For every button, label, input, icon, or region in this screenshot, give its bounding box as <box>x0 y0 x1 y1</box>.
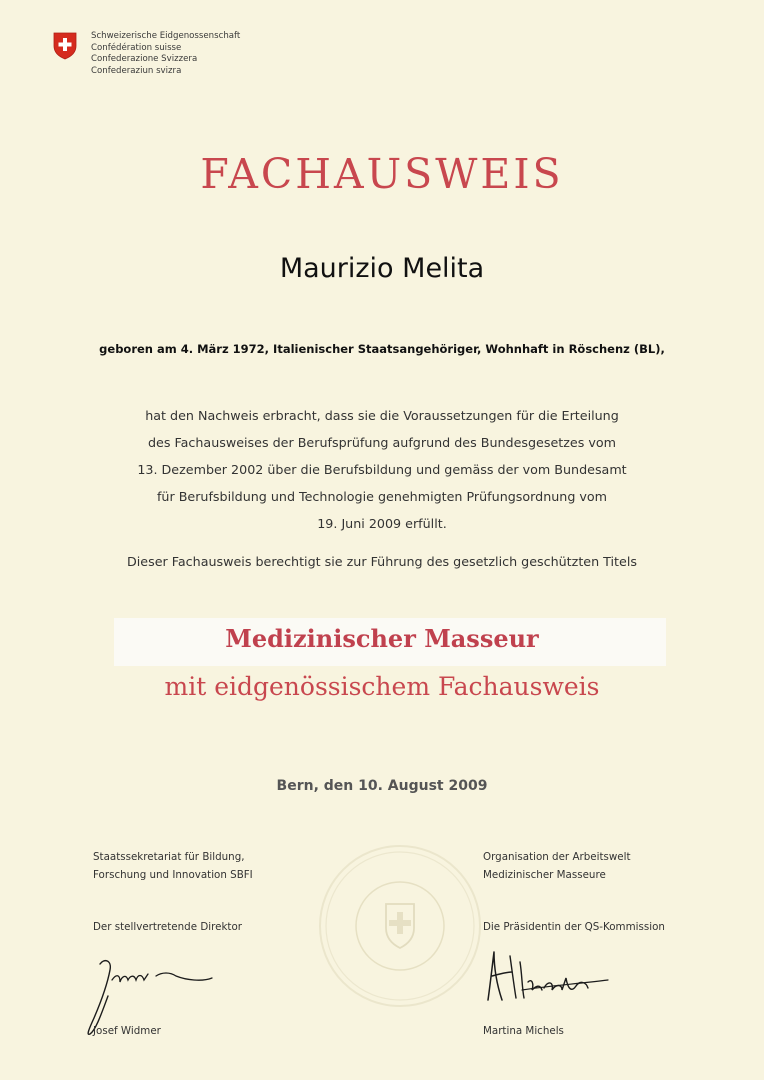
statement-paragraph <box>60 402 704 537</box>
statement-line: 13. Dezember 2002 über die Berufsbildung und gemäss der vom Bundesamt <box>137 462 627 477</box>
statement-line: hat den Nachweis erbracht, dass sie die Voraussetzungen für die Erteilung <box>145 408 619 423</box>
birth-details: geboren am 4. März 1972, Italienischer Staatsangehöriger, Wohnhaft in Röschenz (BL), <box>99 342 665 356</box>
left-signatory-organisation <box>93 849 253 884</box>
protected-title: Medizinischer Masseur <box>225 624 539 653</box>
right-handwritten-signature <box>476 942 616 1012</box>
confederation-names <box>91 31 240 77</box>
statement-line: für Berufsbildung und Technologie genehmigten Prüfungsordnung vom <box>156 489 608 504</box>
statement-line: 19. Juni 2009 erfüllt. <box>317 516 447 531</box>
confederation-name-de: Schweizerische Eidgenossenschaft <box>91 31 241 41</box>
right-signatory-role: Die Präsidentin der QS-Kommission <box>483 921 665 933</box>
confederation-name-rm: Confederaziun svizra <box>91 65 182 76</box>
embossed-seal-icon <box>316 842 484 1010</box>
confederation-name-fr: Confédération suisse <box>91 42 182 53</box>
left-signatory-role: Der stellvertretende Direktor <box>93 921 242 933</box>
holder-name: Maurizio Melita <box>279 253 485 284</box>
left-org-line: Staatssekretariat für Bildung, <box>93 851 245 863</box>
protected-title-subtitle: mit eidgenössischem Fachausweis <box>164 672 600 701</box>
swiss-cross-shield-icon <box>53 32 77 60</box>
right-signatory-name: Martina Michels <box>483 1025 564 1037</box>
confederation-name-it: Confederazione Svizzera <box>91 54 198 65</box>
document-title: FACHAUSWEIS <box>200 150 564 198</box>
left-signatory-name: Josef Widmer <box>93 1025 161 1037</box>
place-and-date: Bern, den 10. August 2009 <box>276 778 488 794</box>
left-org-line: Forschung und Innovation SBFI <box>93 868 253 881</box>
right-signatory-organisation <box>483 849 631 884</box>
right-org-line: Organisation der Arbeitswelt <box>483 851 631 863</box>
entitlement-sentence: Dieser Fachausweis berechtigt sie zur Führung des gesetzlich geschützten Titels <box>127 554 637 569</box>
right-org-line: Medizinischer Masseure <box>483 868 606 881</box>
statement-line: des Fachausweises der Berufsprüfung aufgrund des Bundesgesetzes vom <box>148 435 616 450</box>
